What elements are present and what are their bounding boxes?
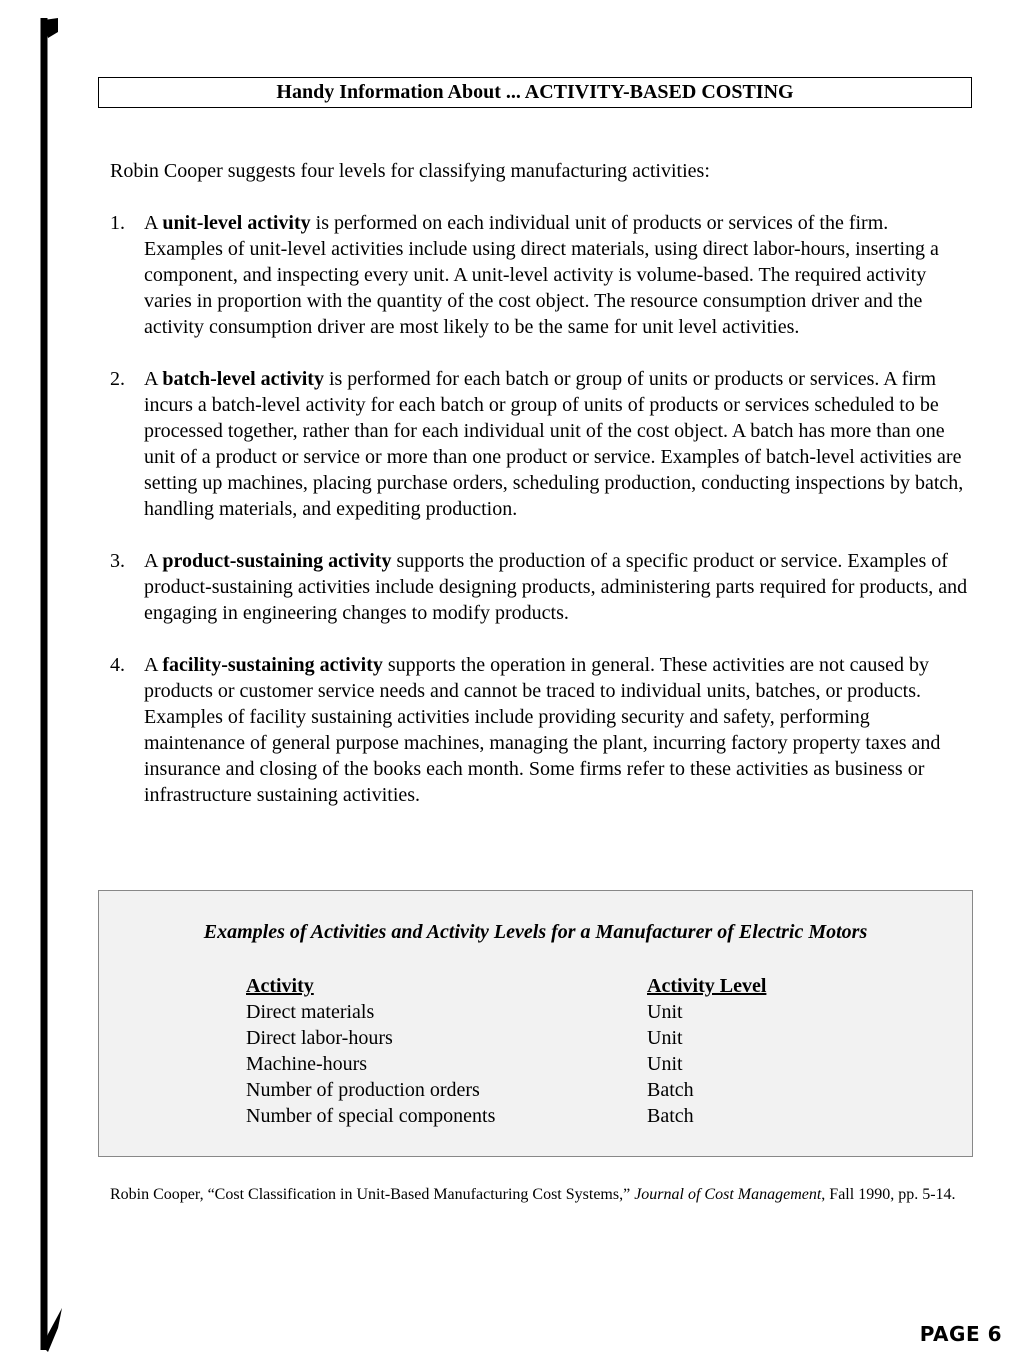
description: is performed on each individual unit of products or services of the firm. Examples of unit-level activities include using direct materials, using direct labor-hours, inserting a component, and inspecting every unit. A unit-level activity is volume-based. The required activity varies in proportion with the quantity of the cost object. The resource consumption driver and the activity consumption driver are most likely to be the same for unit level activities. bbox=[144, 212, 939, 338]
lead: A bbox=[144, 368, 163, 390]
level-cell: Unit bbox=[647, 1053, 683, 1075]
term: facility-sustaining activity bbox=[162, 654, 383, 676]
activity-header: Activity bbox=[246, 975, 314, 997]
examples-title: Examples of Activities and Activity Levels for a Manufacturer of Electric Motors bbox=[203, 921, 868, 943]
activity-cell: Direct materials bbox=[246, 1001, 375, 1023]
term: batch-level activity bbox=[162, 368, 324, 390]
list-item bbox=[110, 210, 970, 340]
activity-level-header: Activity Level bbox=[647, 975, 767, 997]
table-row bbox=[246, 999, 847, 1025]
level-cell: Unit bbox=[647, 1001, 683, 1023]
list-number: 4. bbox=[110, 654, 125, 676]
page-title: Handy Information About ... ACTIVITY-BASED COSTING bbox=[98, 77, 972, 108]
lead: A bbox=[144, 212, 163, 234]
lead: A bbox=[144, 550, 163, 572]
lead: A bbox=[144, 654, 163, 676]
examples-table bbox=[246, 973, 847, 1129]
description: is performed for each batch or group of units or products or services. A firm incurs a batch-level activity for each batch or group of units of products or services scheduled to be processed together, rather than for each individual unit of the cost object. A batch has more than one unit of a product or service or more than one product or service. Examples of batch-level activities are setting up machines, placing purchase orders, scheduling production, conducting inspections by batch, handling materials, and expediting production. bbox=[144, 368, 964, 520]
citation bbox=[110, 1184, 970, 1206]
level-cell: Batch bbox=[647, 1105, 694, 1127]
citation-text: Robin Cooper, “Cost Classification in Unit-Based Manufacturing Cost Systems,” bbox=[110, 1186, 635, 1203]
description: supports the production of a specific product or service. Examples of product-sustaining activities include designing products, administering parts required for products, and engaging in engineering changes to modify products. bbox=[144, 550, 968, 624]
description: supports the operation in general. These activities are not caused by products or customer service needs and cannot be traced to individual units, batches, or products. Examples of facility sustaining activities include providing security and safety, performing maintenance of general purpose machines, managing the plant, incurring factory property taxes and insurance and closing of the books each month. Some firms refer to these activities as business or infrastructure sustaining activities. bbox=[144, 654, 941, 806]
citation-tail: , Fall 1990, pp. 5-14. bbox=[821, 1186, 956, 1203]
list-item bbox=[110, 548, 970, 626]
list-number: 3. bbox=[110, 550, 125, 572]
term: unit-level activity bbox=[162, 212, 311, 234]
list-item bbox=[110, 652, 970, 808]
activity-cell: Number of production orders bbox=[246, 1079, 480, 1101]
journal-name: Journal of Cost Management bbox=[634, 1186, 822, 1203]
examples-box bbox=[98, 890, 973, 1157]
table-row bbox=[246, 1077, 847, 1103]
activity-cell: Number of special components bbox=[246, 1105, 496, 1127]
table-row bbox=[246, 1103, 847, 1129]
table-row bbox=[246, 1025, 847, 1051]
list-number: 2. bbox=[110, 368, 125, 390]
activity-cell: Machine-hours bbox=[246, 1053, 368, 1075]
level-cell: Unit bbox=[647, 1027, 683, 1049]
table-row bbox=[246, 1051, 847, 1077]
term: product-sustaining activity bbox=[162, 550, 392, 572]
activity-cell: Direct labor-hours bbox=[246, 1027, 393, 1049]
table-header-row bbox=[246, 973, 847, 999]
intro-text: Robin Cooper suggests four levels for classifying manufacturing activities: bbox=[110, 160, 710, 182]
list-number: 1. bbox=[110, 212, 125, 234]
page-number: PAGE 6 bbox=[919, 1322, 1002, 1346]
activity-levels-list bbox=[110, 210, 970, 834]
list-item bbox=[110, 366, 970, 522]
level-cell: Batch bbox=[647, 1079, 694, 1101]
